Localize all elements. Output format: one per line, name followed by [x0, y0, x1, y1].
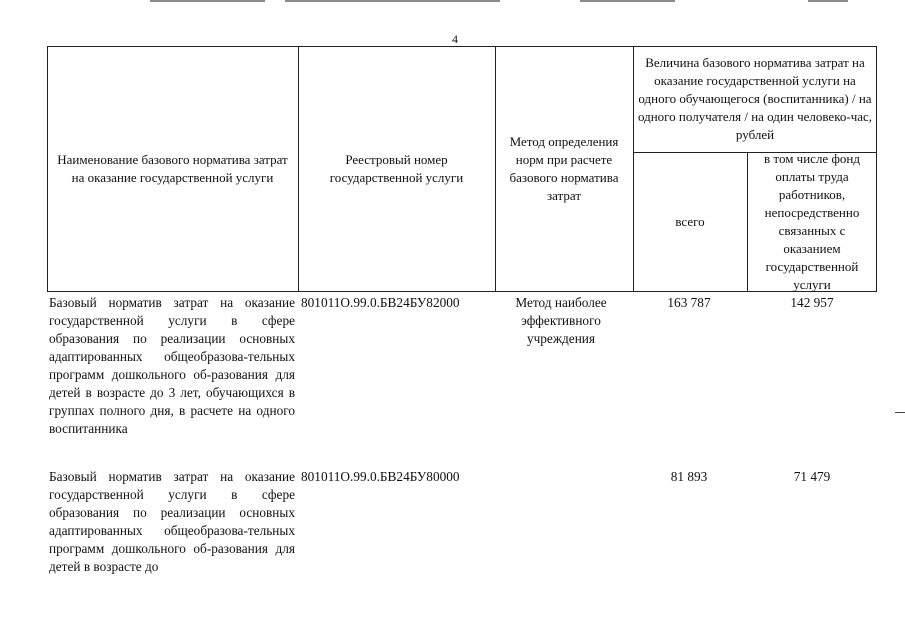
scan-artifact: [808, 0, 848, 2]
header-method: Метод определения норм при расчете базового норматива затрат: [509, 134, 619, 203]
row-including-payroll: 71 479: [793, 469, 831, 484]
table-row: [47, 468, 877, 578]
row-service-name: Базовый норматив затрат на оказание государственной услуги в сфере образования по реализации основных адаптированных общеобразова-тельных программ дошкольного об-разования для детей в возрасте до 3 лет, обучающихся в группах полного дня, в расчете на одного воспитанника: [49, 295, 295, 436]
row-service-name: Базовый норматив затрат на оказание государственной услуги в сфере образования по реализации основных адаптированных общеобразова-тельных программ дошкольного об-разования для детей в возрасте до: [49, 469, 295, 574]
scan-artifact: [150, 0, 265, 2]
header-including-payroll: в том числе фонд оплаты труда работников, непосредственно связанных с оказанием государственной услуги: [764, 151, 860, 292]
row-method: Метод наиболее эффективного учреждения: [515, 295, 607, 346]
row-registry-number: 801011О.99.0.БВ24БУ80000: [301, 469, 460, 484]
header-total: всего: [675, 214, 705, 229]
scan-artifact: [285, 0, 500, 2]
table-header: [47, 46, 877, 292]
page-number: 4: [452, 32, 458, 46]
row-total: 81 893: [670, 469, 708, 484]
scan-artifact: [580, 0, 675, 2]
row-including-payroll: 142 957: [790, 295, 834, 310]
margin-mark: [895, 412, 905, 413]
row-total: 163 787: [667, 295, 711, 310]
header-value-group: Величина базового норматива затрат на оказание государственной услуги на одного обучающегося (воспитанника) / на одного получателя / на один человеко-час, рублей: [637, 55, 873, 142]
header-registry-number: Реестровый номер государственной услуги: [329, 152, 464, 185]
table-row: [47, 294, 877, 456]
row-registry-number: 801011О.99.0.БВ24БУ82000: [301, 295, 460, 310]
header-name: Наименование базового норматива затрат на оказание государственной услуги: [57, 152, 288, 185]
